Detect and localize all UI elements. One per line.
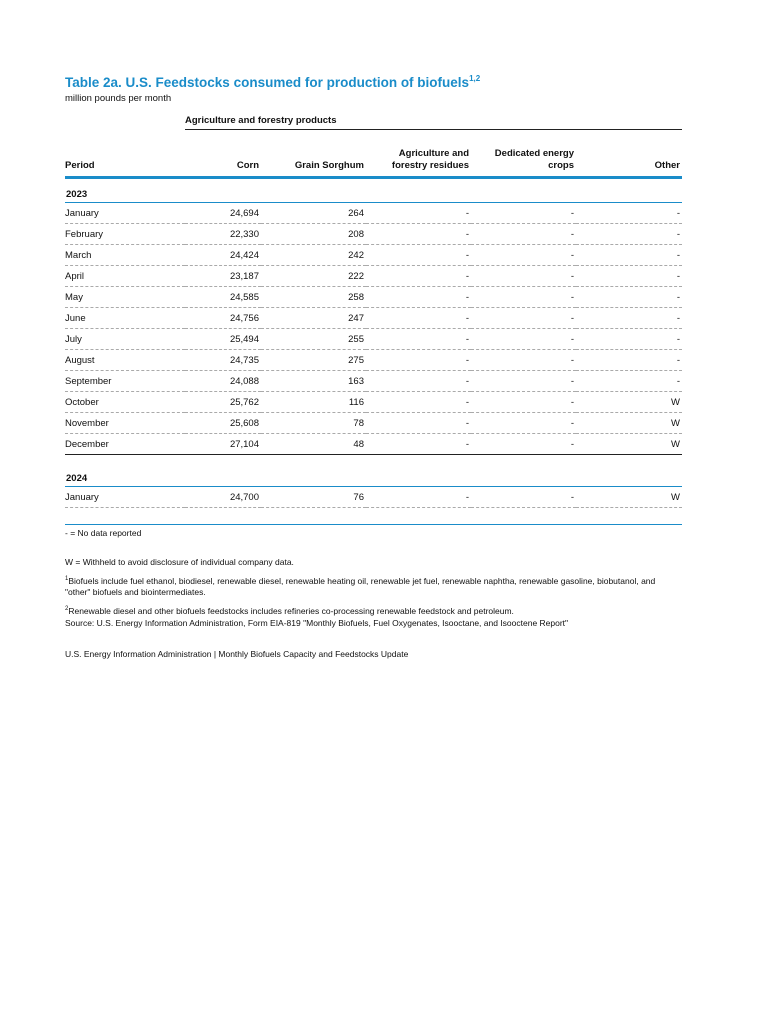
- cell-energy: -: [471, 224, 576, 245]
- table-title: Table 2a. U.S. Feedstocks consumed for production of biofuels$^{1,2}$: [65, 74, 481, 90]
- page-footer: U.S. Energy Information Administration | Monthly Biofuels Capacity and Feedstocks Update: [65, 649, 409, 659]
- col-header-grain-sorghum: Grain Sorghum: [294, 160, 364, 171]
- cell-residues: -: [366, 413, 471, 434]
- cell-corn: 24,585: [185, 287, 261, 308]
- cell-energy: -: [471, 203, 576, 224]
- cell-other: -: [576, 287, 682, 308]
- cell-residues: -: [366, 245, 471, 266]
- cell-residues: -: [366, 329, 471, 350]
- cell-residues: -: [366, 287, 471, 308]
- table-row: [65, 413, 682, 434]
- cell-other: -: [576, 203, 682, 224]
- table-end-rule: [65, 524, 682, 525]
- units-subtitle: million pounds per month: [65, 93, 172, 104]
- cell-energy: -: [471, 371, 576, 392]
- cell-other: W: [576, 487, 682, 508]
- footnote-1: $^1$Biofuels include fuel ethanol, biodiesel, renewable diesel, renewable heating oil, renewable jet fuel, renewable naphtha, renewable gasoline, biobutanol, and "other" biofuels and biointermediates.: [65, 576, 656, 597]
- cell-residues: -: [366, 203, 471, 224]
- cell-sorghum: 208: [261, 224, 366, 245]
- cell-other: -: [576, 266, 682, 287]
- cell-corn: 24,735: [185, 350, 261, 371]
- cell-energy: -: [471, 392, 576, 413]
- cell-sorghum: 258: [261, 287, 366, 308]
- cell-other: -: [576, 329, 682, 350]
- col-header-residues: Agriculture and forestry residues: [391, 148, 469, 171]
- source-note: Source: U.S. Energy Information Administration, Form EIA-819 "Monthly Biofuels, Fuel Oxygenates, Isooctane, and Isooctene Report": [65, 618, 569, 628]
- title-footnote-marks: 1,2: [469, 74, 481, 83]
- year-label: 2023: [65, 178, 682, 203]
- cell-sorghum: 242: [261, 245, 366, 266]
- cell-residues: -: [366, 350, 471, 371]
- cell-other: -: [576, 350, 682, 371]
- table-row: [65, 392, 682, 413]
- col-header-other: Other: [654, 160, 680, 171]
- cell-corn: 24,424: [185, 245, 261, 266]
- col-header-period: Period: [65, 160, 95, 171]
- column-group-header: Agriculture and forestry products: [185, 114, 682, 130]
- cell-sorghum: 255: [261, 329, 366, 350]
- cell-period: February: [65, 224, 185, 245]
- table-row: [65, 487, 682, 508]
- year-row: [65, 463, 682, 487]
- cell-period: December: [65, 434, 185, 455]
- cell-sorghum: 78: [261, 413, 366, 434]
- note-no-data: - = No data reported: [65, 528, 142, 538]
- table-row: [65, 350, 682, 371]
- cell-sorghum: 48: [261, 434, 366, 455]
- cell-corn: 27,104: [185, 434, 261, 455]
- spacer-row: [65, 455, 682, 464]
- cell-residues: -: [366, 308, 471, 329]
- cell-residues: -: [366, 371, 471, 392]
- cell-energy: -: [471, 350, 576, 371]
- note-withheld: W = Withheld to avoid disclosure of individual company data.: [65, 557, 294, 567]
- col-header-energy-crops: Dedicated energy crops: [494, 148, 574, 171]
- table-row: [65, 308, 682, 329]
- cell-residues: -: [366, 266, 471, 287]
- cell-corn: 25,608: [185, 413, 261, 434]
- year-row: [65, 178, 682, 203]
- cell-other: -: [576, 308, 682, 329]
- feedstocks-table: [65, 130, 682, 508]
- cell-residues: -: [366, 487, 471, 508]
- cell-sorghum: 163: [261, 371, 366, 392]
- cell-other: W: [576, 413, 682, 434]
- cell-period: January: [65, 203, 185, 224]
- cell-energy: -: [471, 329, 576, 350]
- cell-sorghum: 76: [261, 487, 366, 508]
- table-row: [65, 287, 682, 308]
- cell-corn: 22,330: [185, 224, 261, 245]
- table-body: [65, 178, 682, 508]
- table-row: [65, 434, 682, 455]
- cell-corn: 24,694: [185, 203, 261, 224]
- cell-period: September: [65, 371, 185, 392]
- header-row: [65, 130, 682, 178]
- cell-residues: -: [366, 392, 471, 413]
- cell-other: W: [576, 392, 682, 413]
- cell-period: November: [65, 413, 185, 434]
- table-row: [65, 245, 682, 266]
- footnote-2: $^2$Renewable diesel and other biofuels feedstocks includes refineries co-processing renewable feedstock and petroleum.: [65, 606, 514, 616]
- year-label: 2024: [65, 463, 682, 487]
- table-row: [65, 371, 682, 392]
- cell-corn: 24,756: [185, 308, 261, 329]
- cell-energy: -: [471, 413, 576, 434]
- cell-period: May: [65, 287, 185, 308]
- cell-sorghum: 116: [261, 392, 366, 413]
- cell-period: October: [65, 392, 185, 413]
- col-header-corn: Corn: [236, 160, 259, 171]
- cell-period: April: [65, 266, 185, 287]
- cell-other: -: [576, 224, 682, 245]
- cell-corn: 25,762: [185, 392, 261, 413]
- cell-period: July: [65, 329, 185, 350]
- cell-residues: -: [366, 224, 471, 245]
- cell-period: January: [65, 487, 185, 508]
- cell-corn: 24,700: [185, 487, 261, 508]
- table-row: [65, 266, 682, 287]
- cell-energy: -: [471, 287, 576, 308]
- cell-sorghum: 247: [261, 308, 366, 329]
- cell-energy: -: [471, 487, 576, 508]
- cell-corn: 23,187: [185, 266, 261, 287]
- cell-period: March: [65, 245, 185, 266]
- cell-energy: -: [471, 434, 576, 455]
- cell-sorghum: 222: [261, 266, 366, 287]
- cell-period: June: [65, 308, 185, 329]
- cell-sorghum: 275: [261, 350, 366, 371]
- cell-corn: 25,494: [185, 329, 261, 350]
- cell-other: -: [576, 371, 682, 392]
- cell-other: -: [576, 245, 682, 266]
- cell-residues: -: [366, 434, 471, 455]
- cell-other: W: [576, 434, 682, 455]
- table-row: [65, 329, 682, 350]
- cell-corn: 24,088: [185, 371, 261, 392]
- table-row: [65, 224, 682, 245]
- cell-energy: -: [471, 245, 576, 266]
- table-row: [65, 203, 682, 224]
- document-page: [65, 70, 682, 660]
- cell-energy: -: [471, 266, 576, 287]
- cell-sorghum: 264: [261, 203, 366, 224]
- cell-period: August: [65, 350, 185, 371]
- cell-energy: -: [471, 308, 576, 329]
